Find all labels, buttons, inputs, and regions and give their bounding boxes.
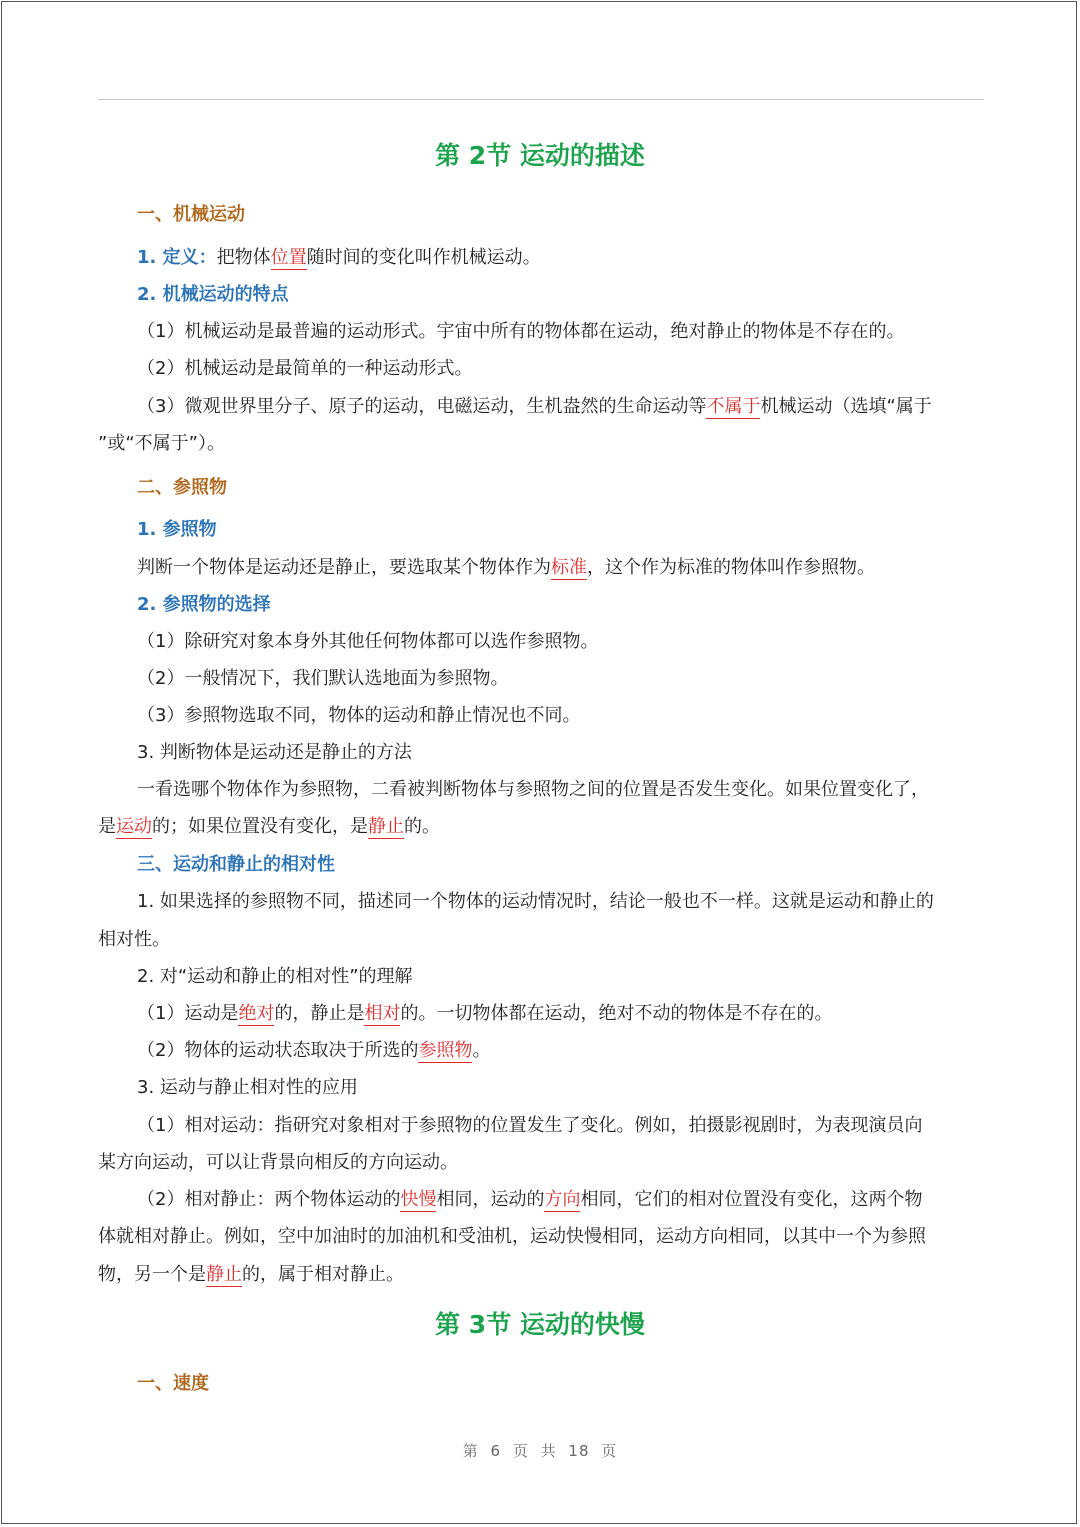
- blank-answer: 绝对: [238, 1003, 275, 1024]
- choice-3: （3）参照物选取不同，物体的运动和静止情况也不同。: [137, 705, 581, 726]
- text: 把物体: [216, 247, 271, 268]
- text: 相同，它们的相对位置没有变化，这两个物: [580, 1189, 923, 1210]
- text: 相同，运动的: [436, 1189, 545, 1210]
- feature-3-line2: ”或“不属于”）。: [98, 433, 225, 454]
- text: 是: [98, 816, 116, 837]
- text: 的。: [404, 816, 440, 837]
- subheading-reference: [0, 518, 1080, 542]
- heading-text: 三、运动和静止的相对性: [137, 854, 335, 875]
- footer-word: 共: [540, 1442, 557, 1460]
- subheading-choice: [0, 593, 1080, 617]
- section-2-title: 第 2节 运动的描述: [435, 141, 645, 170]
- subheading-text: 2. 机械运动的特点: [137, 284, 289, 305]
- page-footer: [0, 1440, 1080, 1461]
- choice-2: （2）一般情况下，我们默认选地面为参照物。: [137, 668, 509, 689]
- feature-1: （1）机械运动是最普遍的运动形式。宇宙中所有的物体都在运动，绝对静止的物体是不存在的。: [137, 321, 905, 342]
- relativity-3-title: 3. 运动与静止相对性的应用: [137, 1077, 358, 1098]
- definition-line: [0, 246, 1080, 270]
- text: （2）物体的运动状态取决于所选的: [137, 1040, 419, 1061]
- text: （1）运动是: [137, 1003, 239, 1024]
- footer-word: 页: [512, 1442, 529, 1460]
- text: （3）微观世界里分子、原子的运动，电磁运动，生机盎然的生命运动等: [137, 396, 707, 417]
- relativity-3b-line3: [0, 1263, 1080, 1287]
- text: 的；如果位置没有变化，是: [152, 816, 368, 837]
- reference-definition: [0, 556, 1080, 580]
- header-rule: [98, 99, 984, 100]
- footer-total-pages: 18: [568, 1442, 590, 1460]
- blank-answer: 相对: [364, 1003, 401, 1024]
- blank-answer: 参照物: [418, 1040, 473, 1061]
- subheading-text: 2. 参照物的选择: [137, 594, 271, 615]
- choice-1: （1）除研究对象本身外其他任何物体都可以选作参照物。: [137, 631, 599, 652]
- blank-answer: 不属于: [706, 396, 761, 417]
- relativity-2-title: 2. 对“运动和静止的相对性”的理解: [137, 966, 413, 987]
- heading-mechanical-motion: [0, 203, 1080, 227]
- section-3-title: 第 3节 运动的快慢: [435, 1310, 645, 1339]
- footer-page-number: 6: [490, 1442, 502, 1460]
- subheading-text: 1. 参照物: [137, 519, 217, 540]
- heading-text: 二、参照物: [137, 477, 227, 498]
- footer-word: 第: [462, 1442, 479, 1460]
- text: 的。一切物体都在运动，绝对不动的物体是不存在的。: [400, 1003, 833, 1024]
- blank-answer: 快慢: [400, 1189, 437, 1210]
- relativity-3b-line1: [0, 1188, 1080, 1212]
- relativity-1-line1: 1. 如果选择的参照物不同，描述同一个物体的运动情况时，结论一般也不一样。这就是运动和静止的: [137, 891, 934, 912]
- text: 的，属于相对静止。: [242, 1264, 404, 1285]
- text: （2）相对静止：两个物体运动的: [137, 1189, 401, 1210]
- heading-speed: [0, 1372, 1080, 1396]
- feature-2: （2）机械运动是最简单的一种运动形式。: [137, 358, 473, 379]
- heading-reference: [0, 476, 1080, 500]
- text: ，这个作为标准的物体叫作参照物。: [587, 557, 875, 578]
- blank-answer: 运动: [116, 816, 152, 837]
- text: 的，静止是: [274, 1003, 365, 1024]
- heading-relativity: [0, 853, 1080, 877]
- heading-text: 一、速度: [137, 1373, 209, 1394]
- relativity-3b-line2: 体就相对静止。例如，空中加油时的加油机和受油机，运动快慢相同，运动方向相同，以其中一个为参照: [98, 1226, 926, 1247]
- text: 随时间的变化叫作机械运动。: [306, 247, 541, 268]
- feature-3-line1: [0, 395, 1080, 419]
- text: 物，另一个是: [98, 1264, 206, 1285]
- blank-answer: 标准: [551, 557, 587, 578]
- blank-answer: 方向: [544, 1189, 581, 1210]
- method-line1: 一看选哪个物体作为参照物，二看被判断物体与参照物之间的位置是否发生变化。如果位置变化了，: [137, 779, 929, 800]
- blank-answer: 静止: [206, 1264, 242, 1285]
- relativity-1-line2: 相对性。: [98, 929, 170, 950]
- footer-word: 页: [601, 1442, 618, 1460]
- definition-label: 1. 定义：: [137, 247, 217, 268]
- relativity-3a-line1: （1）相对运动：指研究对象相对于参照物的位置发生了变化。例如，拍摄影视剧时，为表现演员向: [137, 1115, 923, 1136]
- blank-answer: 位置: [270, 247, 307, 268]
- heading-features: [0, 283, 1080, 307]
- heading-text: 一、机械运动: [137, 204, 245, 225]
- relativity-2a: [0, 1002, 1080, 1026]
- text: 。: [472, 1040, 491, 1061]
- relativity-3a-line2: 某方向运动，可以让背景向相反的方向运动。: [98, 1152, 458, 1173]
- method-title: 3. 判断物体是运动还是静止的方法: [137, 742, 412, 763]
- blank-answer: 静止: [368, 816, 404, 837]
- text: 判断一个物体是运动还是静止，要选取某个物体作为: [137, 557, 551, 578]
- method-line2: [0, 815, 1080, 839]
- text: 机械运动（选填“属于: [760, 396, 932, 417]
- relativity-2b: [0, 1039, 1080, 1063]
